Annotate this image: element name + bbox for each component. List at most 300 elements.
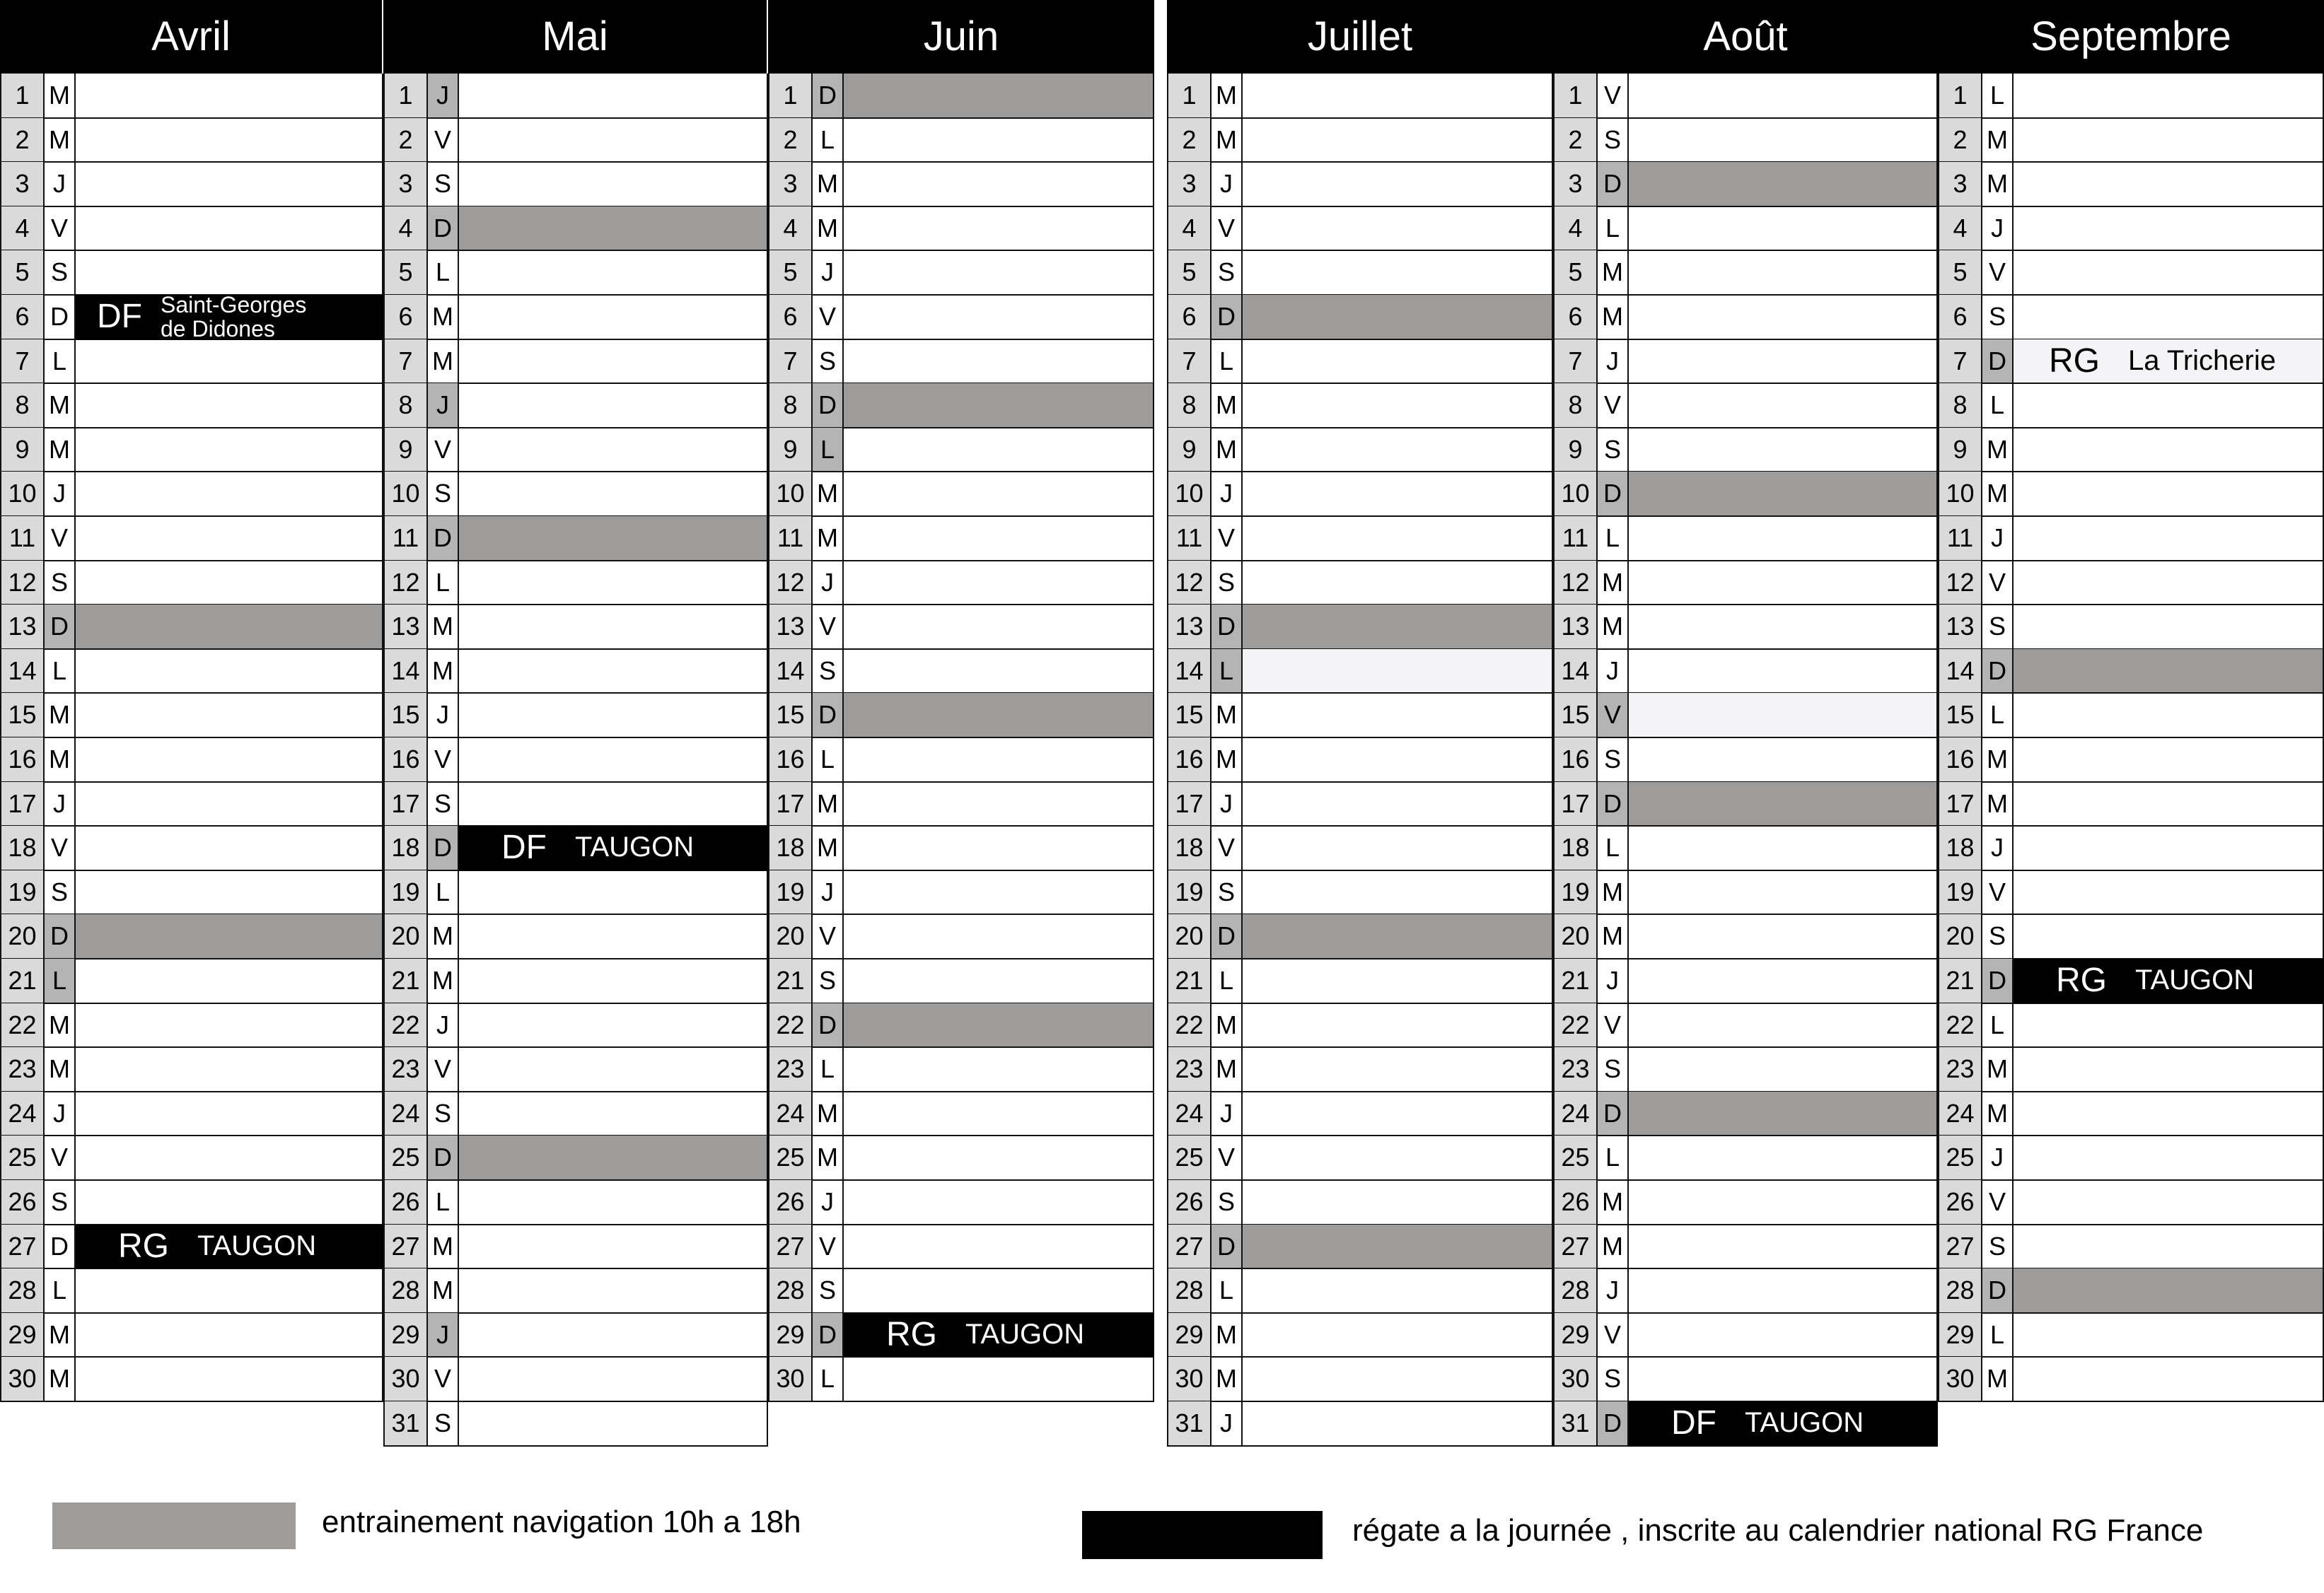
day-number: 14 xyxy=(383,649,428,694)
day-slot xyxy=(844,826,1154,871)
day-letter: V xyxy=(1212,1136,1243,1181)
day-number: 7 xyxy=(1167,339,1212,385)
day-number: 5 xyxy=(0,250,45,296)
day-slot xyxy=(2014,1047,2324,1092)
day-letter: V xyxy=(813,914,844,959)
day-slot xyxy=(459,1180,768,1225)
day-letter: M xyxy=(428,295,459,340)
day-slot xyxy=(1629,693,1938,738)
day-number: 24 xyxy=(383,1092,428,1137)
day-slot xyxy=(2014,649,2324,694)
day-slot xyxy=(1243,206,1553,252)
day-letter: V xyxy=(1598,1313,1629,1358)
day-slot xyxy=(1629,914,1938,959)
day-number: 7 xyxy=(383,339,428,385)
day-number: 15 xyxy=(1553,693,1598,738)
day-number: 31 xyxy=(1167,1401,1212,1447)
day-letter: L xyxy=(1212,1268,1243,1314)
day-slot xyxy=(76,1313,383,1358)
day-slot xyxy=(1629,516,1938,561)
day-slot xyxy=(844,383,1154,428)
day-letter: D xyxy=(1982,649,2014,694)
month-header-2: Juin xyxy=(768,0,1154,74)
day-slot xyxy=(2014,693,2324,738)
day-number: 26 xyxy=(768,1180,813,1225)
day-slot xyxy=(2014,1313,2324,1358)
day-number: 2 xyxy=(1167,118,1212,163)
day-letter: D xyxy=(1598,782,1629,827)
day-letter: S xyxy=(1982,605,2014,650)
day-letter: L xyxy=(813,428,844,473)
day-letter: J xyxy=(813,250,844,296)
day-letter: L xyxy=(1212,649,1243,694)
day-letter: V xyxy=(1598,693,1629,738)
day-slot xyxy=(459,959,768,1004)
day-number: 25 xyxy=(1938,1136,1982,1181)
day-slot xyxy=(76,737,383,783)
month-header-3: Juillet xyxy=(1167,0,1553,74)
day-slot xyxy=(459,383,768,428)
day-slot xyxy=(1629,826,1938,871)
day-slot xyxy=(459,516,768,561)
day-letter: J xyxy=(428,693,459,738)
day-letter: L xyxy=(1598,826,1629,871)
day-slot xyxy=(2014,1003,2324,1049)
day-letter: V xyxy=(45,1136,76,1181)
day-number: 11 xyxy=(768,516,813,561)
day-slot xyxy=(2014,74,2324,119)
event-place: TAUGON xyxy=(1744,1407,1864,1439)
day-number: 21 xyxy=(1167,959,1212,1004)
day-number: 14 xyxy=(1938,649,1982,694)
day-slot xyxy=(76,1092,383,1137)
day-number: 13 xyxy=(768,605,813,650)
day-letter: D xyxy=(45,1225,76,1270)
day-slot xyxy=(76,250,383,296)
day-slot xyxy=(459,649,768,694)
day-number: 9 xyxy=(1553,428,1598,473)
day-number: 30 xyxy=(768,1357,813,1402)
day-slot xyxy=(2014,782,2324,827)
day-letter: S xyxy=(1982,295,2014,340)
day-number: 1 xyxy=(1938,74,1982,119)
day-number: 21 xyxy=(1553,959,1598,1004)
day-number: 18 xyxy=(383,826,428,871)
day-slot xyxy=(76,162,383,207)
day-number: 9 xyxy=(1167,428,1212,473)
day-letter: L xyxy=(1982,74,2014,119)
day-letter: J xyxy=(1982,1136,2014,1181)
day-slot xyxy=(1243,295,1553,340)
day-number: 8 xyxy=(0,383,45,428)
day-letter: V xyxy=(1982,561,2014,606)
day-letter: L xyxy=(1212,959,1243,1004)
month-header-5: Septembre xyxy=(1938,0,2324,74)
day-letter: M xyxy=(1598,1180,1629,1225)
day-number: 7 xyxy=(1553,339,1598,385)
day-number: 27 xyxy=(1167,1225,1212,1270)
day-number: 3 xyxy=(1938,162,1982,207)
day-slot xyxy=(844,516,1154,561)
day-letter: M xyxy=(45,1047,76,1092)
day-letter: L xyxy=(428,561,459,606)
day-slot xyxy=(1629,295,1938,340)
day-slot xyxy=(844,428,1154,473)
day-letter: J xyxy=(1598,649,1629,694)
day-slot xyxy=(2014,250,2324,296)
day-slot xyxy=(459,74,768,119)
day-number: 1 xyxy=(1167,74,1212,119)
day-letter: J xyxy=(428,1003,459,1049)
day-number: 22 xyxy=(768,1003,813,1049)
event-place: TAUGON xyxy=(2135,964,2255,996)
day-number: 18 xyxy=(0,826,45,871)
day-slot xyxy=(1629,870,1938,916)
day-number: 9 xyxy=(383,428,428,473)
day-slot xyxy=(459,162,768,207)
day-letter: M xyxy=(1212,1357,1243,1402)
day-slot xyxy=(1629,1047,1938,1092)
day-number: 17 xyxy=(768,782,813,827)
day-number: 25 xyxy=(768,1136,813,1181)
day-number: 24 xyxy=(1167,1092,1212,1137)
day-number: 23 xyxy=(768,1047,813,1092)
day-slot xyxy=(1243,383,1553,428)
day-slot xyxy=(2014,206,2324,252)
day-letter: S xyxy=(428,472,459,517)
day-slot xyxy=(1629,782,1938,827)
month-header-0: Avril xyxy=(0,0,382,74)
day-letter: M xyxy=(1212,1313,1243,1358)
day-letter: S xyxy=(45,1180,76,1225)
day-slot xyxy=(76,914,383,959)
day-slot xyxy=(2014,295,2324,340)
day-number: 2 xyxy=(1553,118,1598,163)
day-letter: D xyxy=(45,914,76,959)
day-number: 29 xyxy=(383,1313,428,1358)
event-cell xyxy=(76,291,383,342)
day-letter: V xyxy=(813,605,844,650)
day-slot xyxy=(1243,1136,1553,1181)
day-number: 11 xyxy=(1938,516,1982,561)
day-letter: M xyxy=(1212,1003,1243,1049)
day-letter: M xyxy=(1982,118,2014,163)
day-letter: V xyxy=(1212,826,1243,871)
day-number: 3 xyxy=(768,162,813,207)
day-number: 25 xyxy=(1553,1136,1598,1181)
day-number: 12 xyxy=(1167,561,1212,606)
day-number: 20 xyxy=(1553,914,1598,959)
day-number: 28 xyxy=(768,1268,813,1314)
day-letter: D xyxy=(1212,914,1243,959)
day-letter: D xyxy=(813,693,844,738)
day-letter: S xyxy=(1212,1180,1243,1225)
day-letter: M xyxy=(1982,1357,2014,1402)
day-slot xyxy=(459,118,768,163)
day-letter: J xyxy=(1598,1268,1629,1314)
day-slot xyxy=(1629,74,1938,119)
day-letter: J xyxy=(1212,162,1243,207)
day-slot xyxy=(459,561,768,606)
day-number: 18 xyxy=(1938,826,1982,871)
day-letter: M xyxy=(1212,737,1243,783)
day-number: 2 xyxy=(383,118,428,163)
day-letter: J xyxy=(1982,516,2014,561)
day-number: 29 xyxy=(768,1313,813,1358)
day-number: 23 xyxy=(1167,1047,1212,1092)
day-letter: L xyxy=(428,250,459,296)
day-letter: D xyxy=(428,826,459,871)
day-slot xyxy=(76,782,383,827)
day-letter: M xyxy=(428,605,459,650)
day-slot xyxy=(1629,206,1938,252)
day-number: 5 xyxy=(1938,250,1982,296)
day-letter: M xyxy=(1598,250,1629,296)
day-number: 13 xyxy=(1938,605,1982,650)
day-slot xyxy=(844,295,1154,340)
day-slot xyxy=(2014,914,2324,959)
day-letter: L xyxy=(45,959,76,1004)
day-slot xyxy=(1629,1313,1938,1358)
event-code: DF xyxy=(1671,1404,1716,1442)
day-number: 14 xyxy=(0,649,45,694)
day-number: 29 xyxy=(1553,1313,1598,1358)
day-letter: M xyxy=(1598,1225,1629,1270)
day-slot xyxy=(1629,1003,1938,1049)
day-number: 19 xyxy=(768,870,813,916)
day-slot xyxy=(844,1357,1154,1402)
day-slot xyxy=(1243,1401,1553,1447)
day-number: 12 xyxy=(768,561,813,606)
day-number: 17 xyxy=(1167,782,1212,827)
day-slot xyxy=(844,959,1154,1004)
day-number: 19 xyxy=(383,870,428,916)
day-letter: M xyxy=(1212,693,1243,738)
day-letter: S xyxy=(1598,1047,1629,1092)
day-letter: J xyxy=(45,472,76,517)
day-number: 3 xyxy=(1553,162,1598,207)
day-number: 8 xyxy=(1938,383,1982,428)
legend-training-label: entrainement navigation 10h a 18h xyxy=(322,1505,801,1539)
day-letter: S xyxy=(428,1092,459,1137)
day-letter: M xyxy=(1598,870,1629,916)
day-letter: L xyxy=(1598,1136,1629,1181)
day-letter: V xyxy=(45,206,76,252)
day-letter: J xyxy=(45,162,76,207)
day-slot xyxy=(459,605,768,650)
day-letter: D xyxy=(428,516,459,561)
day-slot xyxy=(1629,1136,1938,1181)
day-letter: S xyxy=(1598,1357,1629,1402)
day-number: 15 xyxy=(383,693,428,738)
day-slot xyxy=(76,516,383,561)
day-number: 15 xyxy=(1167,693,1212,738)
day-letter: L xyxy=(1982,693,2014,738)
day-letter: L xyxy=(1212,339,1243,385)
day-number: 20 xyxy=(383,914,428,959)
day-number: 6 xyxy=(1938,295,1982,340)
day-slot xyxy=(1243,914,1553,959)
day-number: 12 xyxy=(383,561,428,606)
day-letter: J xyxy=(813,1180,844,1225)
day-letter: M xyxy=(45,1313,76,1358)
day-number: 6 xyxy=(768,295,813,340)
day-letter: J xyxy=(813,870,844,916)
day-slot xyxy=(1243,1313,1553,1358)
event-code: RG xyxy=(886,1316,937,1354)
day-letter: M xyxy=(1982,1047,2014,1092)
day-slot xyxy=(459,1047,768,1092)
day-slot xyxy=(844,605,1154,650)
event-cell xyxy=(459,826,768,871)
day-number: 29 xyxy=(0,1313,45,1358)
day-slot xyxy=(76,693,383,738)
day-letter: L xyxy=(1982,1003,2014,1049)
day-number: 19 xyxy=(0,870,45,916)
day-number: 27 xyxy=(1938,1225,1982,1270)
day-letter: D xyxy=(1212,1225,1243,1270)
day-number: 16 xyxy=(1167,737,1212,783)
day-letter: M xyxy=(1212,383,1243,428)
day-slot xyxy=(76,383,383,428)
day-number: 16 xyxy=(768,737,813,783)
day-number: 22 xyxy=(1938,1003,1982,1049)
day-letter: L xyxy=(1598,206,1629,252)
day-letter: L xyxy=(45,1268,76,1314)
day-letter: J xyxy=(428,383,459,428)
day-letter: M xyxy=(1982,472,2014,517)
day-slot xyxy=(844,250,1154,296)
day-letter: M xyxy=(428,959,459,1004)
day-number: 21 xyxy=(1938,959,1982,1004)
day-letter: M xyxy=(813,472,844,517)
day-slot xyxy=(459,1092,768,1137)
day-letter: M xyxy=(45,428,76,473)
day-number: 29 xyxy=(1938,1313,1982,1358)
day-slot xyxy=(76,1003,383,1049)
day-slot xyxy=(1243,605,1553,650)
day-letter: M xyxy=(1598,561,1629,606)
day-slot xyxy=(844,561,1154,606)
day-letter: M xyxy=(813,826,844,871)
day-number: 23 xyxy=(1553,1047,1598,1092)
day-letter: L xyxy=(428,1180,459,1225)
day-slot xyxy=(76,1357,383,1402)
day-number: 19 xyxy=(1553,870,1598,916)
day-slot xyxy=(459,1225,768,1270)
day-letter: J xyxy=(1212,472,1243,517)
day-slot xyxy=(1243,959,1553,1004)
day-number: 26 xyxy=(1553,1180,1598,1225)
day-number: 30 xyxy=(1553,1357,1598,1402)
day-number: 26 xyxy=(1167,1180,1212,1225)
day-slot xyxy=(459,1136,768,1181)
day-letter: D xyxy=(1598,1092,1629,1137)
day-letter: D xyxy=(428,1136,459,1181)
day-number: 6 xyxy=(383,295,428,340)
day-slot xyxy=(844,737,1154,783)
day-slot xyxy=(1243,472,1553,517)
day-slot xyxy=(2014,118,2324,163)
day-number: 1 xyxy=(768,74,813,119)
day-number: 14 xyxy=(768,649,813,694)
day-slot xyxy=(1243,1047,1553,1092)
day-letter: S xyxy=(813,339,844,385)
day-number: 15 xyxy=(1938,693,1982,738)
event-code: DF xyxy=(97,298,142,336)
day-letter: L xyxy=(1598,516,1629,561)
legend-regatta-label: régate a la journée , inscrite au calendrier national RG France xyxy=(1352,1513,2204,1548)
day-letter: L xyxy=(813,118,844,163)
day-slot xyxy=(76,472,383,517)
day-number: 24 xyxy=(0,1092,45,1137)
day-slot xyxy=(2014,1225,2324,1270)
day-letter: S xyxy=(428,1401,459,1447)
day-slot xyxy=(844,1225,1154,1270)
day-letter: M xyxy=(1982,737,2014,783)
day-slot xyxy=(1243,870,1553,916)
day-slot xyxy=(1243,74,1553,119)
day-number: 28 xyxy=(1553,1268,1598,1314)
event-cell xyxy=(76,1225,383,1270)
day-slot xyxy=(76,339,383,385)
day-number: 11 xyxy=(0,516,45,561)
day-number: 26 xyxy=(383,1180,428,1225)
day-slot xyxy=(1243,737,1553,783)
day-slot xyxy=(844,162,1154,207)
day-letter: D xyxy=(1212,295,1243,340)
day-number: 31 xyxy=(1553,1401,1598,1447)
day-number: 4 xyxy=(1553,206,1598,252)
day-number: 25 xyxy=(383,1136,428,1181)
day-slot xyxy=(459,693,768,738)
day-number: 9 xyxy=(1938,428,1982,473)
day-letter: J xyxy=(428,1313,459,1358)
day-letter: S xyxy=(45,561,76,606)
day-slot xyxy=(76,649,383,694)
day-letter: S xyxy=(428,782,459,827)
day-number: 16 xyxy=(1553,737,1598,783)
day-slot xyxy=(1243,1357,1553,1402)
event-place: TAUGON xyxy=(965,1319,1085,1350)
day-slot xyxy=(1629,959,1938,1004)
day-number: 27 xyxy=(0,1225,45,1270)
day-letter: V xyxy=(813,1225,844,1270)
day-letter: V xyxy=(428,428,459,473)
day-number: 13 xyxy=(0,605,45,650)
day-slot xyxy=(76,1180,383,1225)
day-letter: V xyxy=(428,737,459,783)
day-slot xyxy=(2014,870,2324,916)
event-place: TAUGON xyxy=(574,831,695,863)
day-slot xyxy=(1629,118,1938,163)
day-slot xyxy=(1629,561,1938,606)
day-slot xyxy=(1243,693,1553,738)
day-letter: S xyxy=(813,649,844,694)
day-letter: L xyxy=(813,1047,844,1092)
event-place: La Tricherie xyxy=(2128,344,2276,376)
day-number: 25 xyxy=(1167,1136,1212,1181)
day-number: 21 xyxy=(768,959,813,1004)
day-number: 14 xyxy=(1167,649,1212,694)
day-number: 23 xyxy=(1938,1047,1982,1092)
day-number: 5 xyxy=(1553,250,1598,296)
day-number: 27 xyxy=(1553,1225,1598,1270)
day-slot xyxy=(76,206,383,252)
day-number: 23 xyxy=(0,1047,45,1092)
event-code: RG xyxy=(2049,342,2100,380)
day-slot xyxy=(1629,162,1938,207)
